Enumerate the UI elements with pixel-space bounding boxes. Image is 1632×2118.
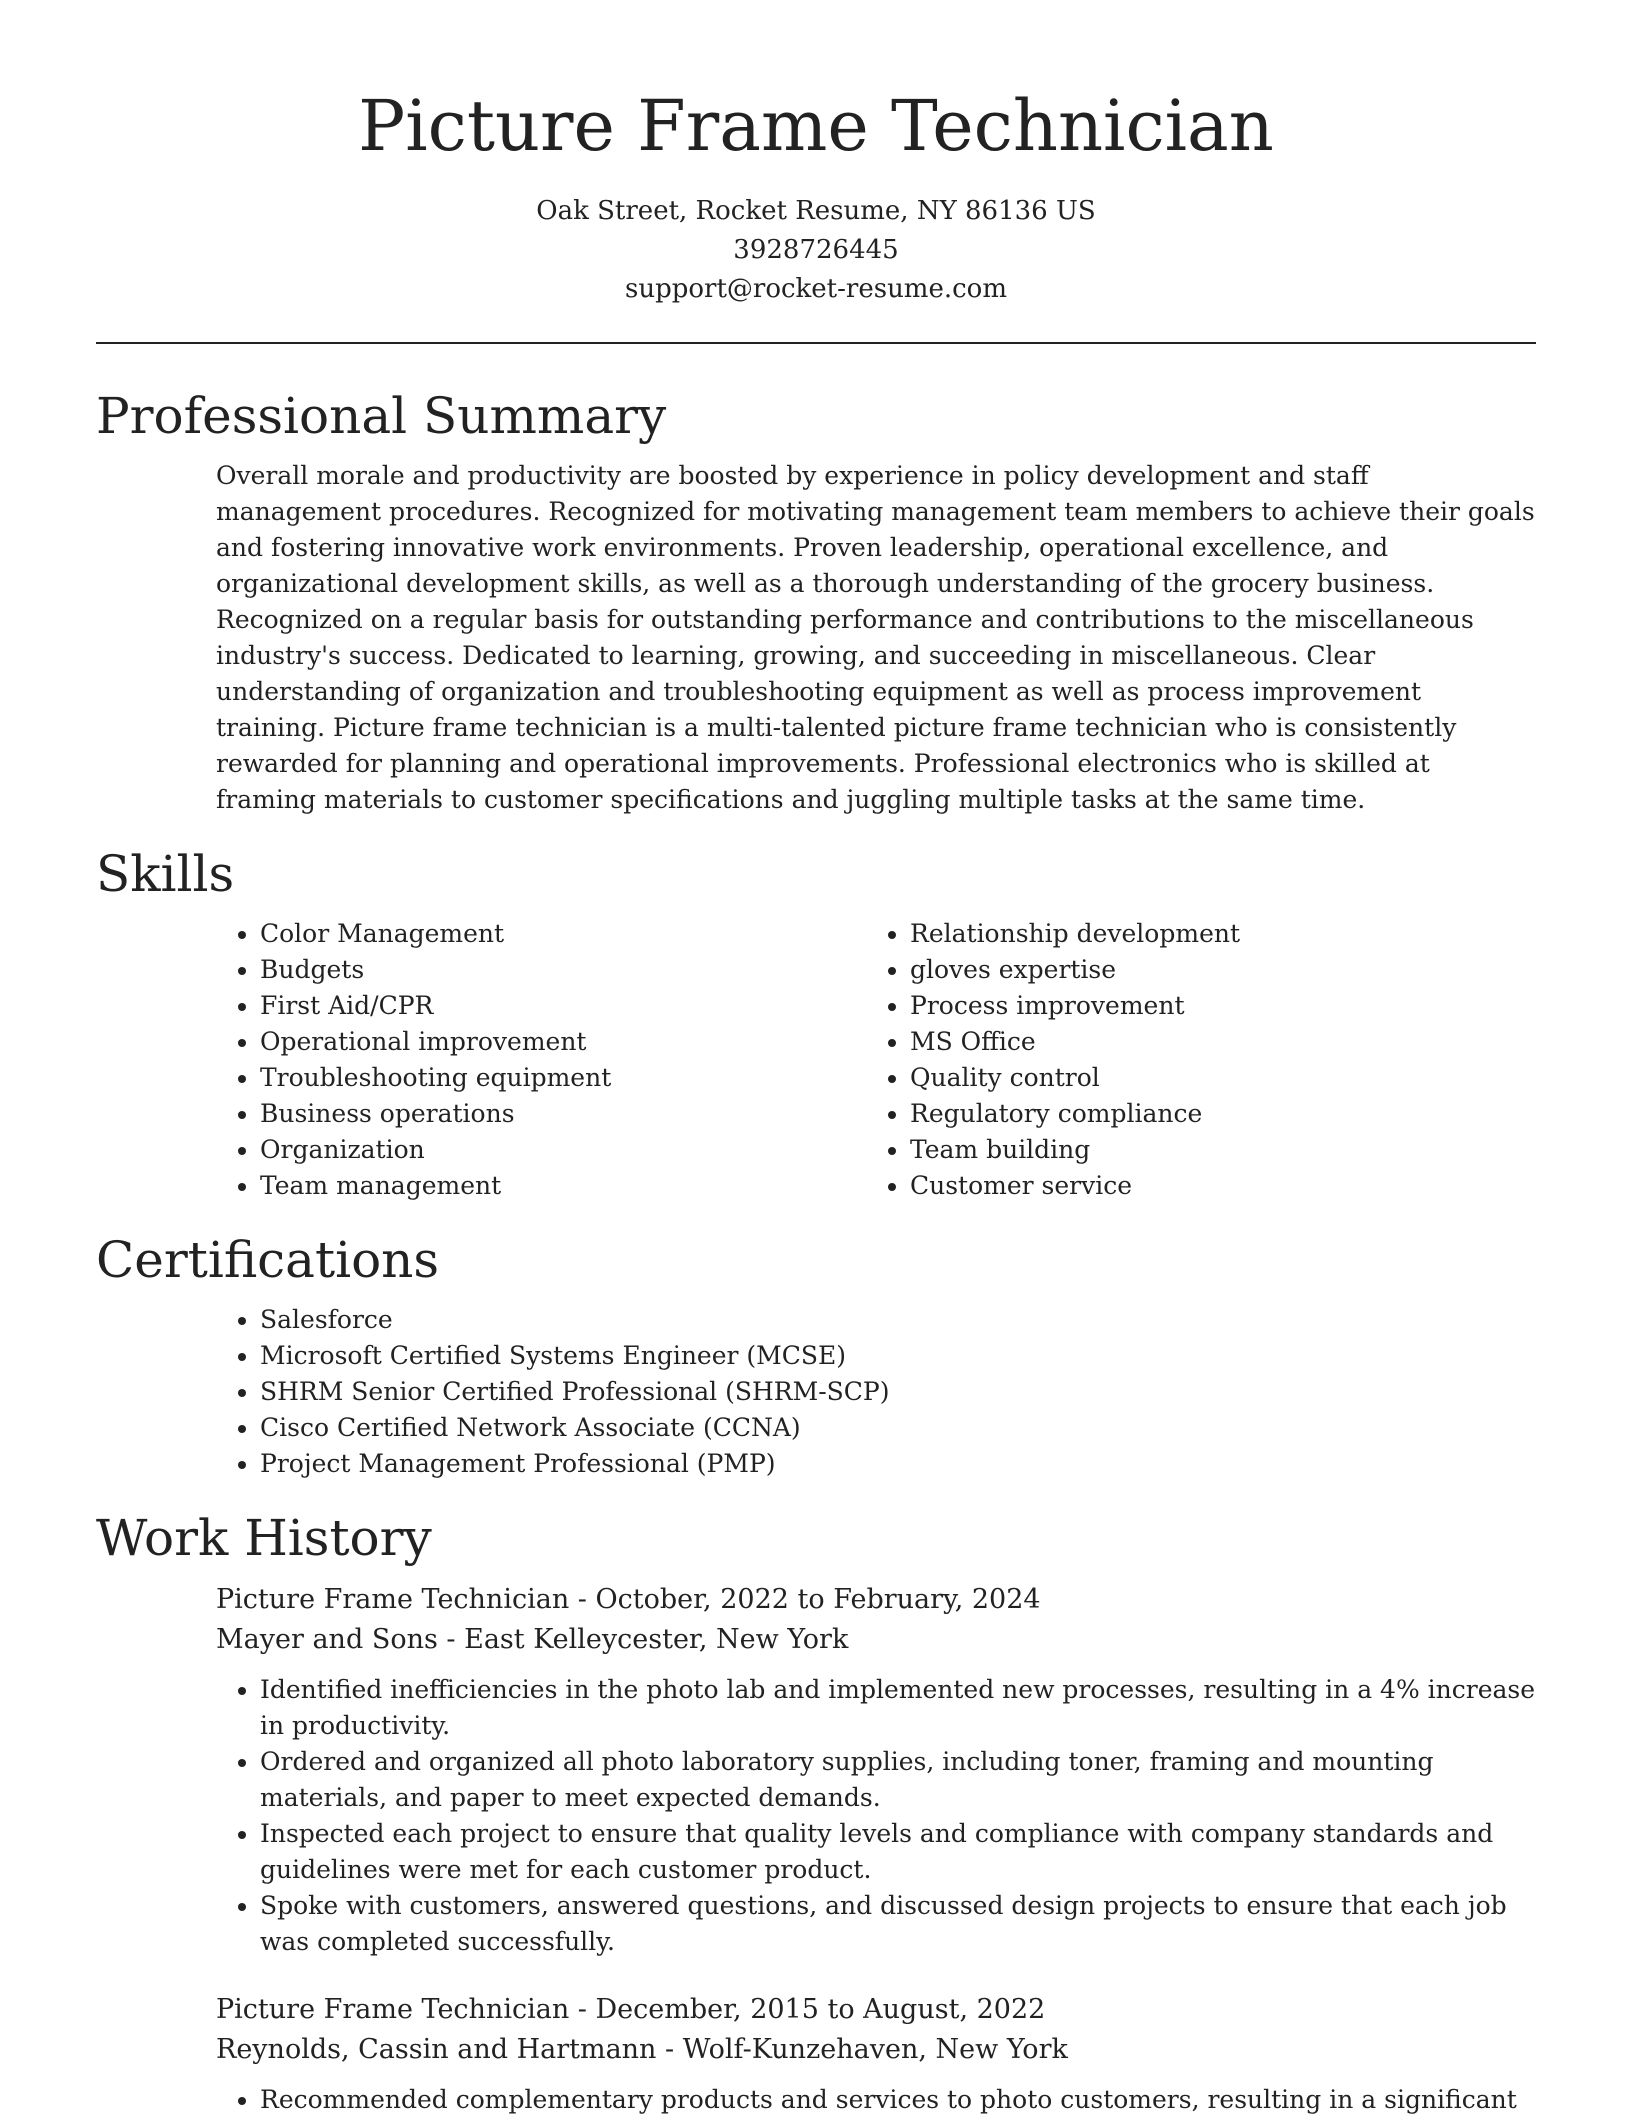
job-location: - Wolf-Kunzehaven, New York [656, 2034, 1068, 2065]
skills-column-left [216, 916, 866, 1204]
job-role: Picture Frame Technician [216, 1584, 570, 1615]
skill-item: • Business operations [260, 1096, 866, 1132]
skill-item: • gloves expertise [910, 952, 1516, 988]
skill-item: • Process improvement [910, 988, 1516, 1024]
summary-body [216, 446, 1536, 818]
job-entry [216, 1568, 1536, 1960]
skill-item: • MS Office [910, 1024, 1516, 1060]
job-bullet: • Identified inefficiencies in the photo lab and implemented new processes, resulting in a 4% increase in productivity. [260, 1672, 1536, 1744]
certification-item: • Cisco Certified Network Associate (CCNA) [260, 1410, 1536, 1446]
certification-item: • Project Management Professional (PMP) [260, 1446, 1536, 1482]
summary-title: Professional Summary [96, 387, 667, 445]
job-company-line [216, 2030, 1536, 2070]
skill-item: • Relationship development [910, 916, 1516, 952]
job-entry [216, 1960, 1536, 2118]
job-company-line [216, 1620, 1536, 1660]
skills-section [96, 844, 1536, 1204]
skill-item: • Team building [910, 1132, 1516, 1168]
skills-grid [216, 904, 1536, 1204]
skills-column-right [866, 916, 1516, 1204]
skills-title: Skills [96, 845, 235, 903]
job-company: Reynolds, Cassin and Hartmann [216, 2034, 657, 2065]
certifications-title: Certifications [96, 1231, 440, 1289]
certification-item: • Salesforce [260, 1302, 1536, 1338]
skill-item: • Color Management [260, 916, 866, 952]
certification-item: • Microsoft Certified Systems Engineer (MCSE) [260, 1338, 1536, 1374]
contact-info [96, 192, 1536, 309]
skill-item: • Troubleshooting equipment [260, 1060, 866, 1096]
skill-item: • Operational improvement [260, 1024, 866, 1060]
skill-item: • Regulatory compliance [910, 1096, 1516, 1132]
skill-item: • Team management [260, 1168, 866, 1204]
skill-item: • Customer service [910, 1168, 1516, 1204]
resume-page [96, 0, 1536, 2118]
job-dates: - October, 2022 to February, 2024 [569, 1584, 1041, 1615]
header-divider [96, 342, 1536, 344]
work-history-title: Work History [96, 1509, 432, 1567]
work-history-section [96, 1508, 1536, 2118]
resume-header [96, 0, 1536, 309]
job-title-line [216, 1990, 1536, 2030]
email: support@rocket-resume.com [624, 274, 1007, 304]
summary-text: Overall morale and productivity are boosted by experience in policy development and staff management procedures. Recognized for motivating management team members to achieve their goals and fostering innovative work environments. Proven leadership, operational excellence, and organizational development skills, as well as a thorough understanding of the grocery business. Recognized on a regular basis for outstanding performance and contributions to the miscellaneous industry's success. Dedicated to learning, growing, and succeeding in miscellaneous. Clear understanding of organization and troubleshooting equipment as well as process improvement training. Picture frame technician is a multi-talented picture frame technician who is consistently rewarded for planning and operational improvements. Professional electronics who is skilled at framing materials to customer specifications and juggling multiple tasks at the same time. [216, 461, 1535, 814]
certification-item: • SHRM Senior Certified Professional (SHRM-SCP) [260, 1374, 1536, 1410]
summary-section [96, 386, 1536, 818]
job-company: Mayer and Sons [216, 1624, 438, 1655]
job-bullet: • Recommended complementary products and services to photo customers, resulting in a significant [260, 2082, 1536, 2118]
skill-item: • Quality control [910, 1060, 1516, 1096]
job-bullet: • Inspected each project to ensure that quality levels and compliance with company standards and guidelines were met for each customer product. [260, 1816, 1536, 1888]
skill-item: • Budgets [260, 952, 866, 988]
candidate-name: Picture Frame Technician [358, 85, 1274, 167]
skill-item: • First Aid/CPR [260, 988, 866, 1024]
job-role: Picture Frame Technician [216, 1994, 570, 2025]
job-location: - East Kelleycester, New York [437, 1624, 849, 1655]
job-bullet: • Ordered and organized all photo laboratory supplies, including toner, framing and mounting materials, and paper to meet expected demands. [260, 1744, 1536, 1816]
phone: 3928726445 [733, 235, 899, 265]
skill-item: • Organization [260, 1132, 866, 1168]
certifications-body [216, 1290, 1536, 1482]
job-bullets [216, 1672, 1536, 1960]
job-bullet: • Spoke with customers, answered questions, and discussed design projects to ensure that each job was completed successfully. [260, 1888, 1536, 1960]
job-title-line [216, 1580, 1536, 1620]
job-dates: - December, 2015 to August, 2022 [569, 1994, 1046, 2025]
certifications-section [96, 1230, 1536, 1482]
address: Oak Street, Rocket Resume, NY 86136 US [536, 196, 1096, 226]
job-bullets [216, 2082, 1536, 2118]
